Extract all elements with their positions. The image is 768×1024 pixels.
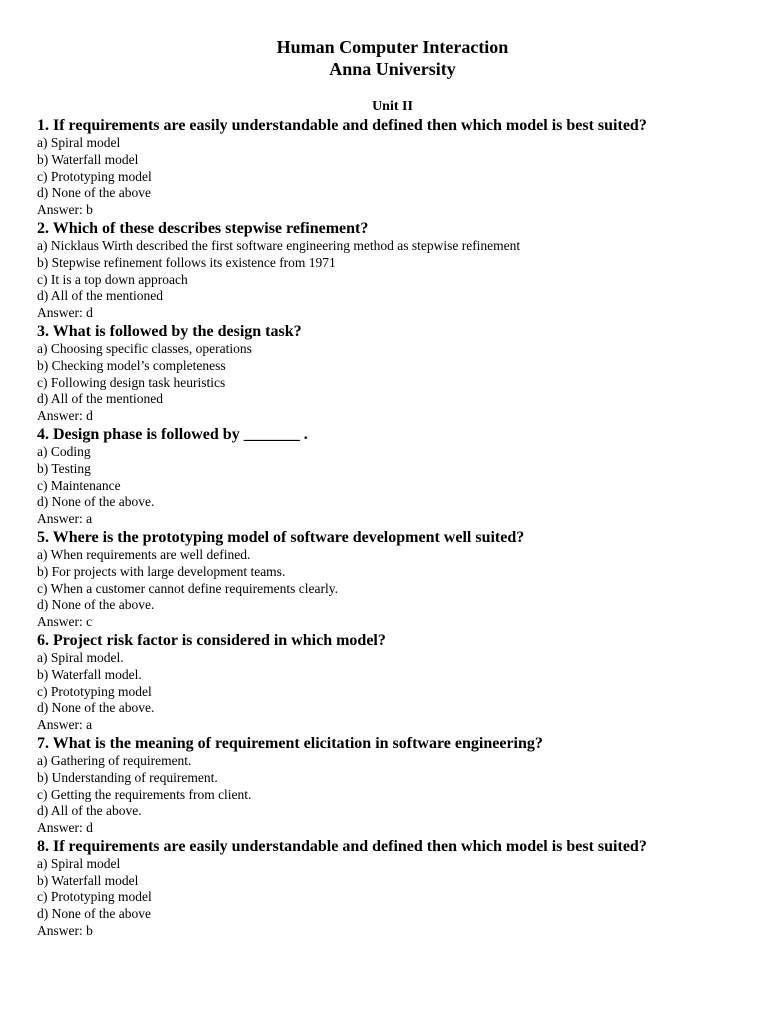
question-1 [37,116,748,219]
option-c: c) It is a top down approach [37,271,188,287]
option-d: d) None of the above. [37,597,155,613]
option-a: a) Coding [37,443,91,459]
option-a: a) Spiral model [37,135,121,150]
question-5 [37,528,748,631]
option-d: d) None of the above [37,185,151,201]
option-b: b) Waterfall model. [37,666,142,682]
option-c: c) Following design task heuristics [37,374,226,390]
question-2 [37,219,748,322]
question-text: 6. Project risk factor is considered in which model? [37,631,386,649]
unit-heading: Unit II [372,99,413,114]
option-a: a) Nicklaus Wirth described the first software engineering method as stepwise refinement [37,237,521,253]
option-b: b) Waterfall model [37,872,139,888]
option-b: b) Checking model’s completeness [37,357,226,373]
answer-text: Answer: d [37,305,93,321]
question-text: 8. If requirements are easily understandable and defined then which model is best suited? [37,837,647,855]
option-c: c) Prototyping model [37,889,152,905]
question-4 [37,425,748,528]
answer-text: Answer: d [37,820,93,836]
question-text: 5. Where is the prototyping model of software development well suited? [37,528,525,546]
option-d: d) None of the above [37,906,151,922]
answer-text: Answer: c [37,614,93,630]
question-text: 2. Which of these describes stepwise refinement? [37,219,369,237]
answer-text: Answer: b [37,923,93,939]
option-c: c) Prototyping model [37,168,152,184]
option-a: a) Gathering of requirement. [37,752,192,768]
question-3 [37,322,748,425]
option-a: a) Spiral model [37,855,121,871]
option-c: c) Prototyping model [37,683,152,699]
question-7 [37,734,748,837]
answer-text: Answer: d [37,408,93,424]
option-d: d) All of the mentioned [37,288,163,304]
option-d: d) None of the above. [37,494,155,510]
option-a: a) Spiral model. [37,649,124,665]
document-subtitle: Anna University [329,59,456,79]
option-d: d) None of the above. [37,700,155,716]
question-8 [37,837,748,940]
question-text: 1. If requirements are easily understandable and defined then which model is best suited? [37,117,647,134]
question-text: 3. What is followed by the design task? [37,322,302,340]
option-a: a) Choosing specific classes, operations [37,340,252,356]
option-d: d) All of the above. [37,803,142,819]
option-d: d) All of the mentioned [37,391,163,407]
question-text: 4. Design phase is followed by _______ . [37,425,308,443]
question-text: 7. What is the meaning of requirement elicitation in software engineering? [37,734,543,752]
option-b: b) Testing [37,460,91,476]
answer-text: Answer: a [37,717,93,733]
document-title: Human Computer Interaction [276,37,509,57]
option-a: a) When requirements are well defined. [37,546,251,562]
question-6 [37,631,748,734]
option-c: c) Maintenance [37,477,121,493]
option-b: b) Stepwise refinement follows its existence from 1971 [37,254,336,270]
question-list [37,116,748,940]
option-c: c) Getting the requirements from client. [37,786,252,802]
option-c: c) When a customer cannot define requirements clearly. [37,580,338,596]
answer-text: Answer: a [37,511,93,527]
option-b: b) Waterfall model [37,151,139,167]
option-b: b) For projects with large development teams. [37,563,286,579]
option-b: b) Understanding of requirement. [37,769,218,785]
answer-text: Answer: b [37,202,93,218]
